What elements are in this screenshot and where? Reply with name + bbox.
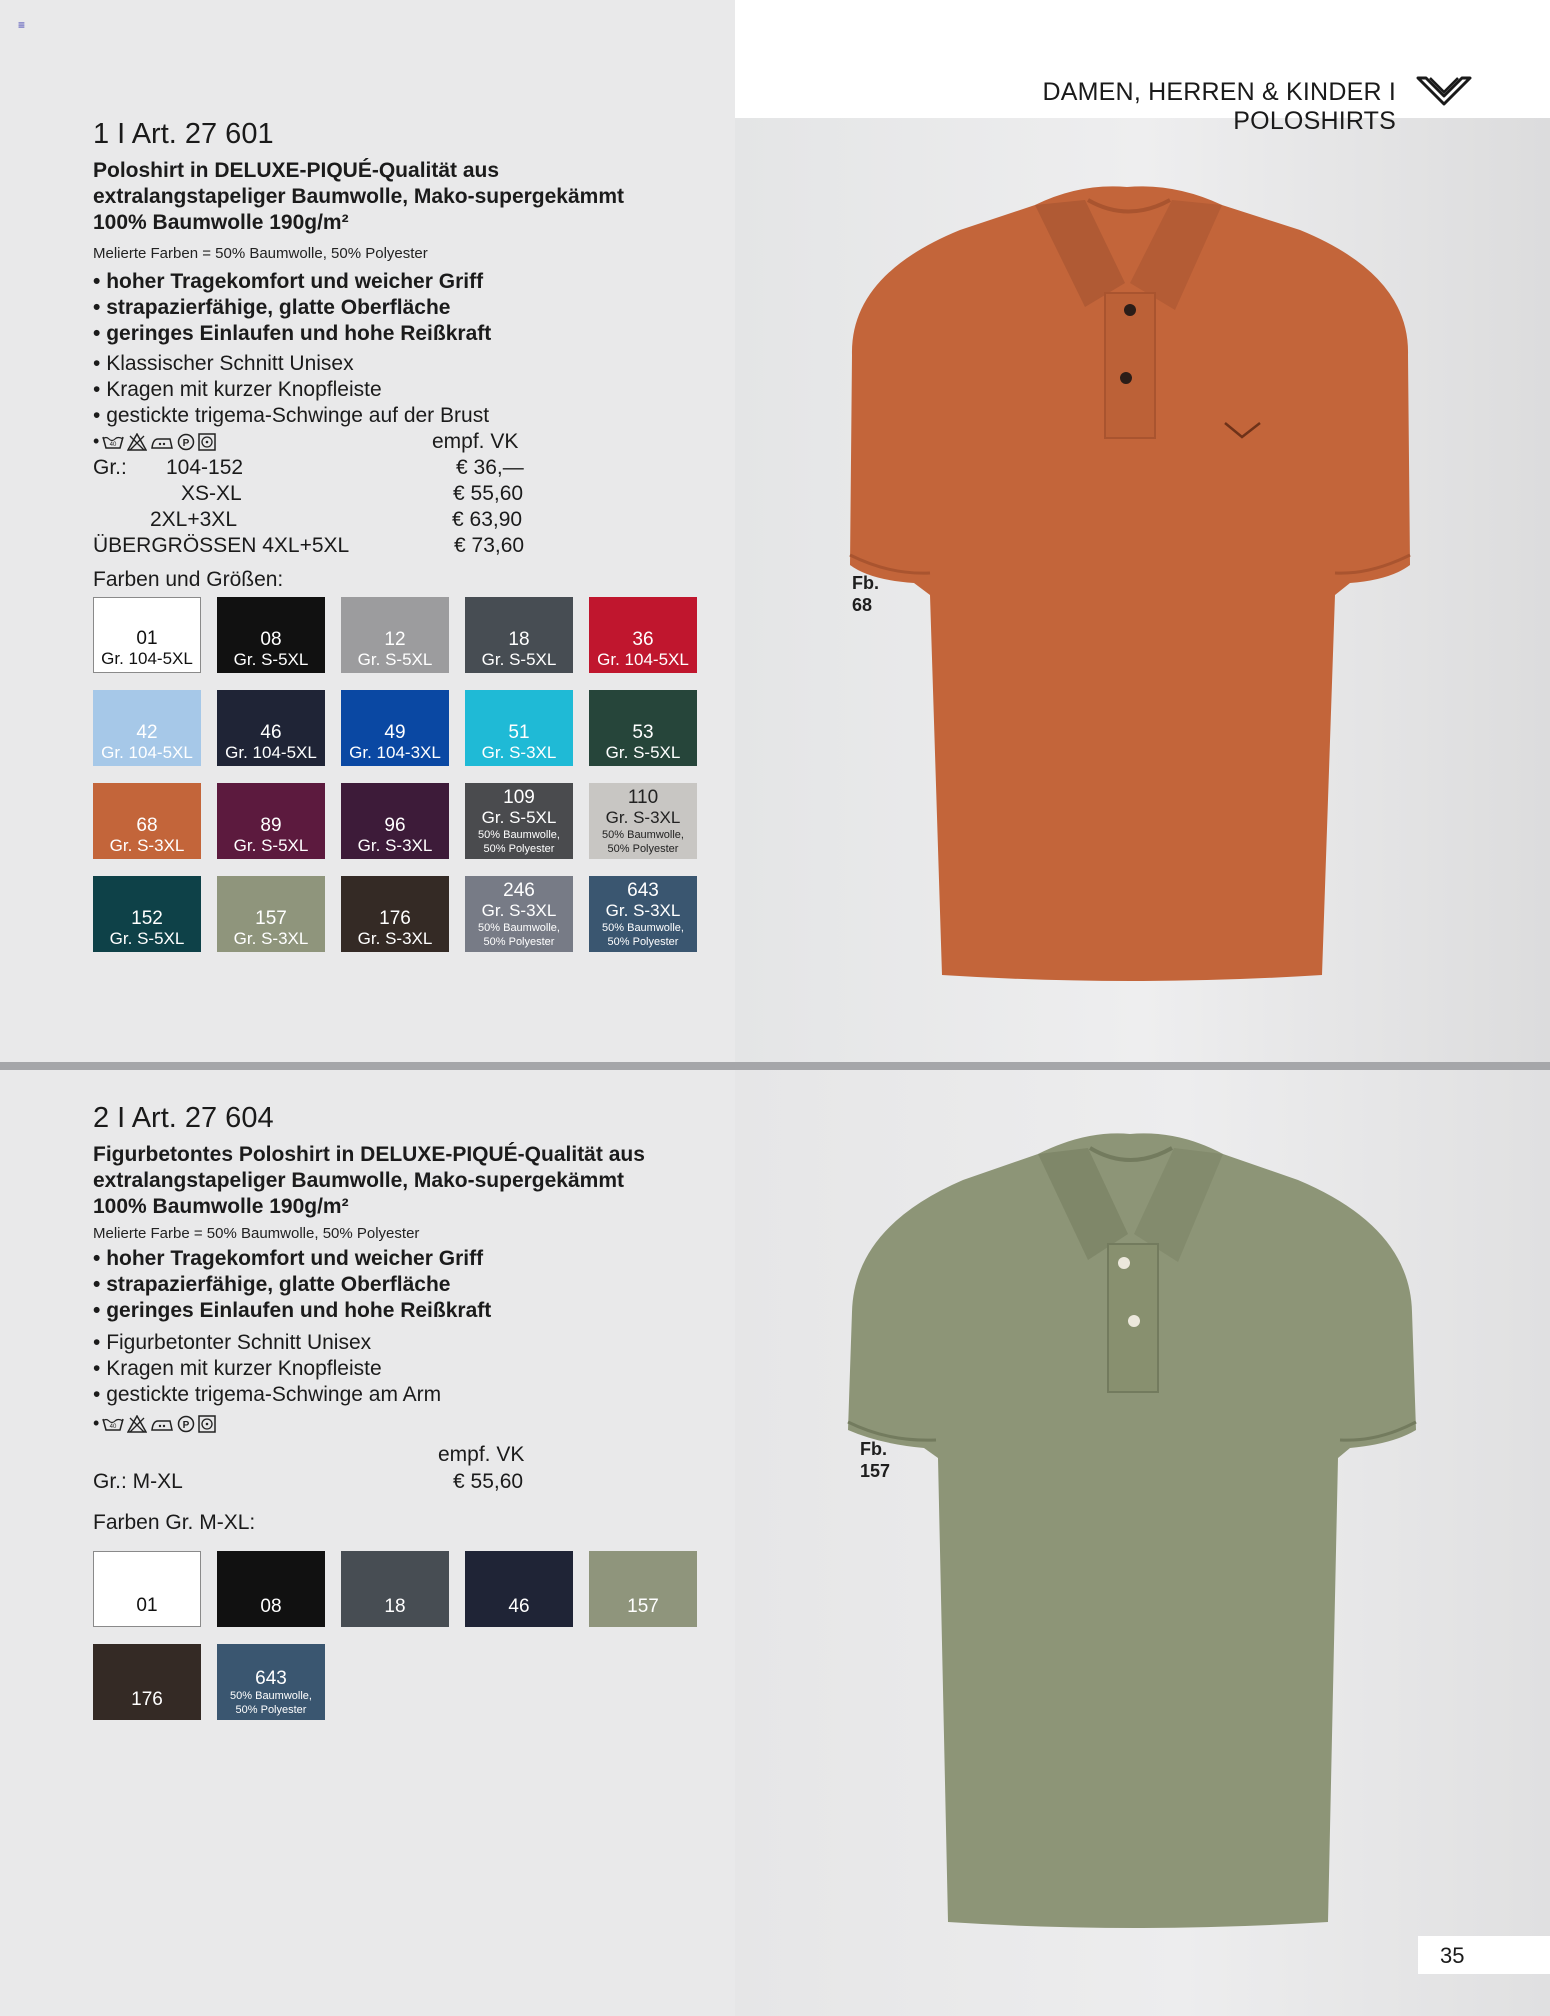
price-header: empf. VK — [438, 1443, 525, 1466]
feature-item: • hoher Tragekomfort und weicher Griff — [93, 269, 491, 295]
product1-key-features — [93, 269, 491, 347]
feature-item: • Klassischer Schnitt Unisex — [93, 351, 489, 377]
svg-text:40: 40 — [109, 441, 117, 448]
sizes-label: Gr.: — [93, 456, 127, 479]
feature-item: • Figurbetonter Schnitt Unisex — [93, 1330, 441, 1356]
swatch-size: Gr. S-5XL — [233, 650, 309, 669]
price-value: € 36,— — [456, 456, 524, 479]
color-swatch[interactable] — [465, 597, 573, 673]
product2-photo-color-label: Fb. 157 — [860, 1439, 891, 1481]
product2-key-features — [93, 1246, 491, 1324]
color-swatch[interactable] — [589, 876, 697, 952]
price-size: ÜBERGRÖSSEN 4XL+5XL — [93, 534, 350, 557]
swatch-code: 08 — [260, 1596, 282, 1617]
svg-text:P: P — [182, 437, 190, 449]
page-number: 35 — [1440, 1943, 1465, 1968]
trigema-wing-icon — [1416, 74, 1472, 113]
product1-description-line: extralangstapeliger Baumwolle, Mako-supergekämmt — [93, 185, 624, 208]
swatch-code: 46 — [260, 722, 282, 743]
product2-shirt-photo — [838, 1122, 1423, 1932]
swatch-code: 157 — [627, 1596, 659, 1617]
swatch-code: 36 — [632, 629, 654, 650]
swatch-size: Gr. 104-5XL — [101, 649, 193, 668]
tumble-dry-icon — [198, 1415, 216, 1433]
swatch-code: 42 — [136, 722, 158, 743]
iron-icon — [150, 1416, 174, 1432]
swatch-size: Gr. S-5XL — [481, 808, 557, 827]
color-swatch[interactable] — [341, 597, 449, 673]
tumble-dry-icon — [198, 433, 216, 451]
price-value: € 73,60 — [454, 534, 525, 557]
swatch-size: Gr. S-3XL — [357, 929, 433, 948]
price-value: € 55,60 — [453, 1470, 524, 1493]
swatch-code: 68 — [136, 815, 158, 836]
swatch-code: 157 — [255, 908, 287, 929]
product2-blend-note: Melierte Farbe = 50% Baumwolle, 50% Polyester — [93, 1225, 420, 1242]
page-number-box — [1418, 1936, 1550, 1974]
dry-clean-p-icon — [177, 1415, 195, 1433]
color-swatch[interactable] — [93, 1551, 201, 1627]
swatch-note: 50% Baumwolle, — [602, 922, 684, 934]
color-swatch[interactable] — [217, 1551, 325, 1627]
swatch-size: Gr. S-5XL — [605, 743, 681, 762]
feature-item: • strapazierfähige, glatte Oberfläche — [93, 1272, 491, 1298]
swatch-code: 01 — [136, 1595, 158, 1616]
color-swatch[interactable] — [93, 597, 201, 673]
color-swatch[interactable] — [589, 690, 697, 766]
product2-care-symbols: • 40 P — [93, 1413, 216, 1434]
sizes-label: Gr.: M-XL — [93, 1470, 183, 1493]
swatch-code: 18 — [384, 1596, 406, 1617]
product1-description-line: Poloshirt in DELUXE-PIQUÉ-Qualität aus — [93, 159, 500, 182]
svg-text:40: 40 — [109, 1423, 117, 1430]
color-swatch[interactable] — [341, 783, 449, 859]
swatch-size: Gr. S-3XL — [109, 836, 185, 855]
feature-item: • geringes Einlaufen und hohe Reißkraft — [93, 1298, 491, 1324]
colors-label: Farben Gr. M-XL: — [93, 1511, 256, 1534]
swatch-note: 50% Polyester — [483, 843, 555, 855]
swatch-code: 643 — [255, 1668, 287, 1689]
color-swatch[interactable] — [589, 597, 697, 673]
swatch-size: Gr. S-3XL — [605, 808, 681, 827]
menu-icon[interactable]: ≡ — [18, 18, 26, 32]
swatch-code: 110 — [627, 787, 659, 808]
swatch-note: 50% Polyester — [235, 1704, 307, 1716]
swatch-size: Gr. S-5XL — [233, 836, 309, 855]
swatch-note: 50% Polyester — [483, 936, 555, 948]
wash-40-icon — [102, 1416, 124, 1432]
feature-item: • strapazierfähige, glatte Oberfläche — [93, 295, 491, 321]
color-swatch[interactable] — [217, 690, 325, 766]
section-title: DAMEN, HERREN & KINDER I POLOSHIRTS — [1042, 78, 1396, 135]
swatch-note: 50% Polyester — [607, 843, 679, 855]
swatch-code: 176 — [131, 1689, 163, 1710]
product1-description-line: 100% Baumwolle 190g/m² — [93, 211, 349, 234]
price-size: XS-XL — [181, 482, 242, 505]
feature-item: • Kragen mit kurzer Knopfleiste — [93, 1356, 441, 1382]
price-value: € 55,60 — [453, 482, 524, 505]
color-swatch[interactable] — [217, 597, 325, 673]
swatch-size: Gr. 104-3XL — [349, 743, 441, 762]
price-size: 104-152 — [166, 456, 244, 479]
color-swatch[interactable] — [217, 783, 325, 859]
feature-item: • Kragen mit kurzer Knopfleiste — [93, 377, 489, 403]
color-swatch[interactable] — [465, 876, 573, 952]
color-swatch[interactable] — [341, 690, 449, 766]
dry-clean-p-icon — [177, 433, 195, 451]
swatch-size: Gr. S-3XL — [605, 901, 681, 920]
swatch-size: Gr. 104-5XL — [225, 743, 317, 762]
swatch-size: Gr. S-3XL — [357, 836, 433, 855]
swatch-note: 50% Baumwolle, — [230, 1690, 312, 1702]
color-swatch[interactable] — [465, 1551, 573, 1627]
price-header: empf. VK — [432, 430, 519, 453]
wash-40-icon — [102, 434, 124, 450]
color-swatch[interactable] — [589, 783, 697, 859]
product1-photo-color-label: Fb. 68 — [852, 573, 879, 615]
swatch-code: 152 — [131, 908, 163, 929]
color-swatch[interactable] — [93, 690, 201, 766]
swatch-size: Gr. S-5XL — [481, 650, 557, 669]
iron-icon — [150, 434, 174, 450]
swatch-code: 246 — [503, 880, 535, 901]
feature-item: • gestickte trigema-Schwinge am Arm — [93, 1382, 441, 1408]
swatch-code: 12 — [384, 629, 406, 650]
product2-description-line: extralangstapeliger Baumwolle, Mako-supergekämmt — [93, 1169, 624, 1192]
swatch-code: 89 — [260, 815, 282, 836]
swatch-code: 46 — [508, 1596, 530, 1617]
product2-features — [93, 1330, 441, 1408]
swatch-note: 50% Baumwolle, — [602, 829, 684, 841]
swatch-note: 50% Polyester — [607, 936, 679, 948]
product1-shirt-photo — [830, 175, 1425, 985]
swatch-size: Gr. S-3XL — [481, 743, 557, 762]
swatch-size: Gr. S-5XL — [109, 929, 185, 948]
color-swatch[interactable] — [217, 876, 325, 952]
feature-item: • gestickte trigema-Schwinge auf der Brust — [93, 403, 489, 429]
swatch-size: Gr. 104-5XL — [101, 743, 193, 762]
product1-features — [93, 351, 489, 429]
swatch-code: 49 — [384, 722, 406, 743]
color-swatch[interactable] — [589, 1551, 697, 1627]
swatch-code: 51 — [508, 722, 530, 743]
swatch-note: 50% Baumwolle, — [478, 922, 560, 934]
price-value: € 63,90 — [452, 508, 523, 531]
svg-text:P: P — [182, 1419, 190, 1431]
swatch-size: Gr. 104-5XL — [597, 650, 689, 669]
colors-label: Farben und Größen: — [93, 568, 284, 591]
swatch-note: 50% Baumwolle, — [478, 829, 560, 841]
color-swatch[interactable] — [93, 783, 201, 859]
product2-title: 2 I Art. 27 604 — [93, 1102, 274, 1134]
no-bleach-icon — [127, 433, 147, 451]
color-swatch[interactable] — [341, 1551, 449, 1627]
no-bleach-icon — [127, 1415, 147, 1433]
swatch-size: Gr. S-3XL — [233, 929, 309, 948]
swatch-code: 109 — [503, 787, 535, 808]
color-swatch[interactable] — [465, 690, 573, 766]
color-swatch[interactable] — [465, 783, 573, 859]
product2-description-line: Figurbetontes Poloshirt in DELUXE-PIQUÉ-Qualität aus — [93, 1143, 645, 1166]
feature-item: • hoher Tragekomfort und weicher Griff — [93, 1246, 491, 1272]
swatch-code: 01 — [136, 628, 158, 649]
section-divider — [0, 1062, 1550, 1070]
color-swatch[interactable] — [93, 1644, 201, 1720]
swatch-code: 18 — [508, 629, 530, 650]
swatch-code: 643 — [627, 880, 659, 901]
feature-item: • geringes Einlaufen und hohe Reißkraft — [93, 321, 491, 347]
swatch-code: 176 — [379, 908, 411, 929]
color-swatch[interactable] — [217, 1644, 325, 1720]
swatch-code: 08 — [260, 629, 282, 650]
swatch-size: Gr. S-3XL — [481, 901, 557, 920]
swatch-code: 96 — [384, 815, 406, 836]
color-swatch[interactable] — [93, 876, 201, 952]
swatch-code: 53 — [632, 722, 654, 743]
product2-description-line: 100% Baumwolle 190g/m² — [93, 1195, 349, 1218]
product1-blend-note: Melierte Farben = 50% Baumwolle, 50% Polyester — [93, 245, 428, 262]
price-size: 2XL+3XL — [150, 508, 237, 531]
product1-title: 1 I Art. 27 601 — [93, 118, 274, 150]
color-swatch[interactable] — [341, 876, 449, 952]
product1-care-symbols: • 40 P — [93, 431, 216, 452]
swatch-size: Gr. S-5XL — [357, 650, 433, 669]
